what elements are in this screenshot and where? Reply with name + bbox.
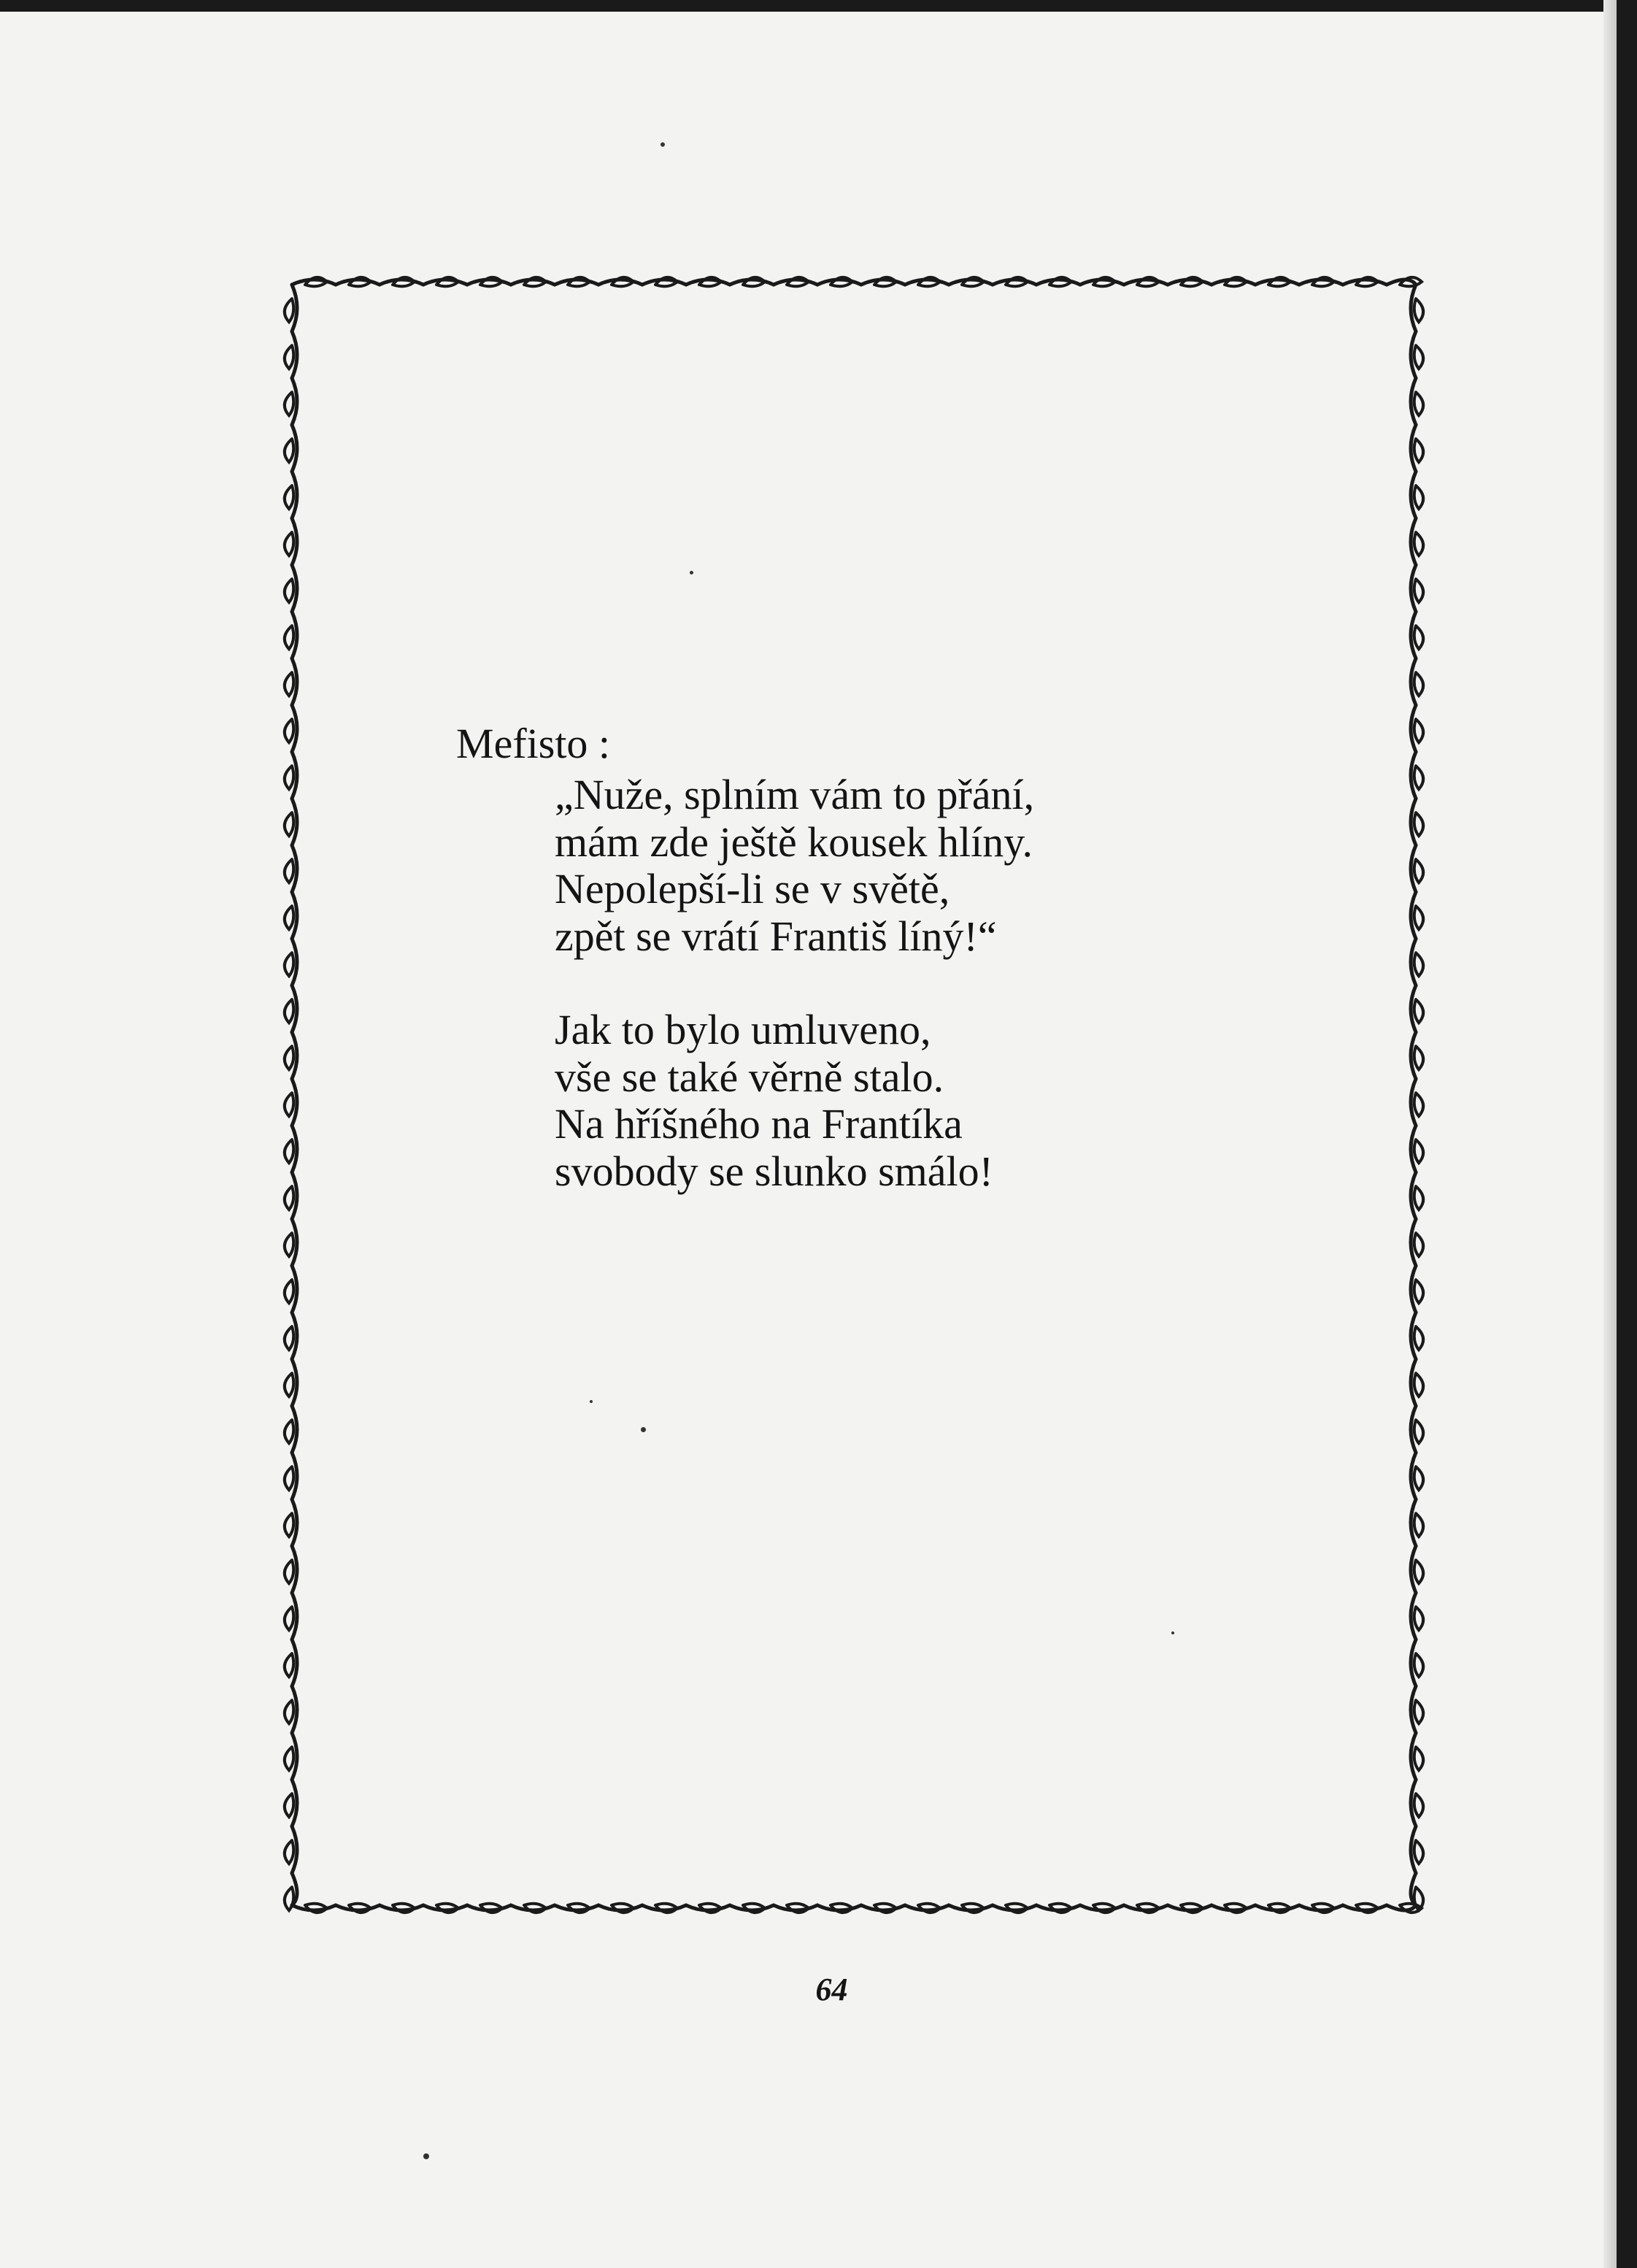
vine-stroke [1414,1747,1423,1770]
vine-stroke [285,719,293,742]
vine-stroke [285,1747,293,1770]
vine-stroke [285,1653,293,1677]
vine-stroke [1414,1186,1423,1210]
vine-stroke [285,1794,293,1817]
vine-stroke [1414,579,1423,602]
vine-stroke [1414,766,1423,789]
vine-stroke [1414,999,1423,1023]
vine-stroke [1414,1280,1423,1303]
vine-stroke [1414,345,1423,369]
vine-stroke [285,672,293,696]
verse-line: Nepolepší-li se v světě, [555,865,950,912]
vine-stroke [1414,1840,1423,1864]
vine-stroke [285,1466,293,1490]
vine-stroke [1414,485,1423,509]
vine-stroke [1414,1560,1423,1583]
vine-stroke [1414,439,1423,462]
vine-stroke [1414,626,1423,649]
vine-stroke [285,299,293,322]
poem [456,719,1034,1195]
vine-stroke [285,766,293,789]
vine-stroke [1414,1420,1423,1443]
verse-line: Na hříšného na Frantíka [555,1100,963,1148]
vine-stroke [285,1046,293,1069]
vine-stroke [285,953,293,976]
vine-stroke [285,579,293,602]
vine-stroke [285,626,293,649]
vine-stroke [1414,299,1423,322]
vine-stroke [285,485,293,509]
vine-stroke [1414,859,1423,883]
vine-stroke [1414,392,1423,415]
vine-stroke [1414,1466,1423,1490]
vine-stroke [285,1093,293,1116]
vine-stroke [285,1326,293,1350]
verse-line: vše se také věrně stalo. [555,1053,944,1101]
vine-stroke [285,999,293,1023]
vine-stroke [285,1887,293,1910]
stanza-1 [555,772,1034,960]
vine-stroke [285,859,293,883]
vine-stroke [285,1513,293,1537]
scan-top-edge [0,0,1637,12]
vine-stroke [1414,1513,1423,1537]
vine-stroke [285,1373,293,1396]
vine-stroke [1414,1700,1423,1723]
print-speck [660,142,665,147]
print-speck [1171,1631,1174,1634]
vine-stroke [1414,1653,1423,1677]
vine-stroke [1414,1794,1423,1817]
vine-stroke [1414,1233,1423,1256]
vine-stroke [1414,1139,1423,1163]
vine-stroke [285,906,293,929]
print-speck [641,1427,646,1432]
verse-line: zpět se vrátí Františ líný!“ [555,912,997,960]
vine-stroke [1414,1373,1423,1396]
vine-stroke [285,345,293,369]
page-number: 64 [815,1972,848,2007]
vine-stroke [1414,532,1423,556]
scan-right-edge [1617,0,1637,2268]
page-fold-shadow [1603,0,1617,2268]
vine-stroke [285,1186,293,1210]
vine-stroke [1414,1046,1423,1069]
vine-stroke [285,1700,293,1723]
vine-stroke [285,392,293,415]
verse-line: mám zde ještě kousek hlíny. [555,818,1033,866]
vine-stroke [1414,672,1423,696]
vine-stroke [285,1139,293,1163]
stanza-2 [555,1007,1034,1195]
vine-stroke [1414,953,1423,976]
vine-stroke [285,439,293,462]
verse-line: Jak to bylo umluveno, [555,1006,931,1053]
verse-line: svobody se slunko smálo! [555,1147,993,1195]
vine-stroke [1414,1326,1423,1350]
vine-stroke [285,1607,293,1630]
vine-stroke [1414,1093,1423,1116]
vine-stroke [285,1280,293,1303]
vine-stroke [1414,1607,1423,1630]
speaker-name: Mefisto : [456,720,611,767]
vine-stroke [285,532,293,556]
verse-line: „Nuže, splním vám to přání, [555,771,1035,818]
vine-stroke [285,1560,293,1583]
print-speck [423,2153,429,2159]
vine-stroke [1414,906,1423,929]
print-speck [690,571,693,574]
print-speck [590,1400,593,1403]
vine-stroke [285,1233,293,1256]
vine-stroke [285,1420,293,1443]
vine-stroke [285,812,293,836]
vine-stroke [1414,812,1423,836]
vine-stroke [285,1840,293,1864]
vine-stroke [1414,719,1423,742]
